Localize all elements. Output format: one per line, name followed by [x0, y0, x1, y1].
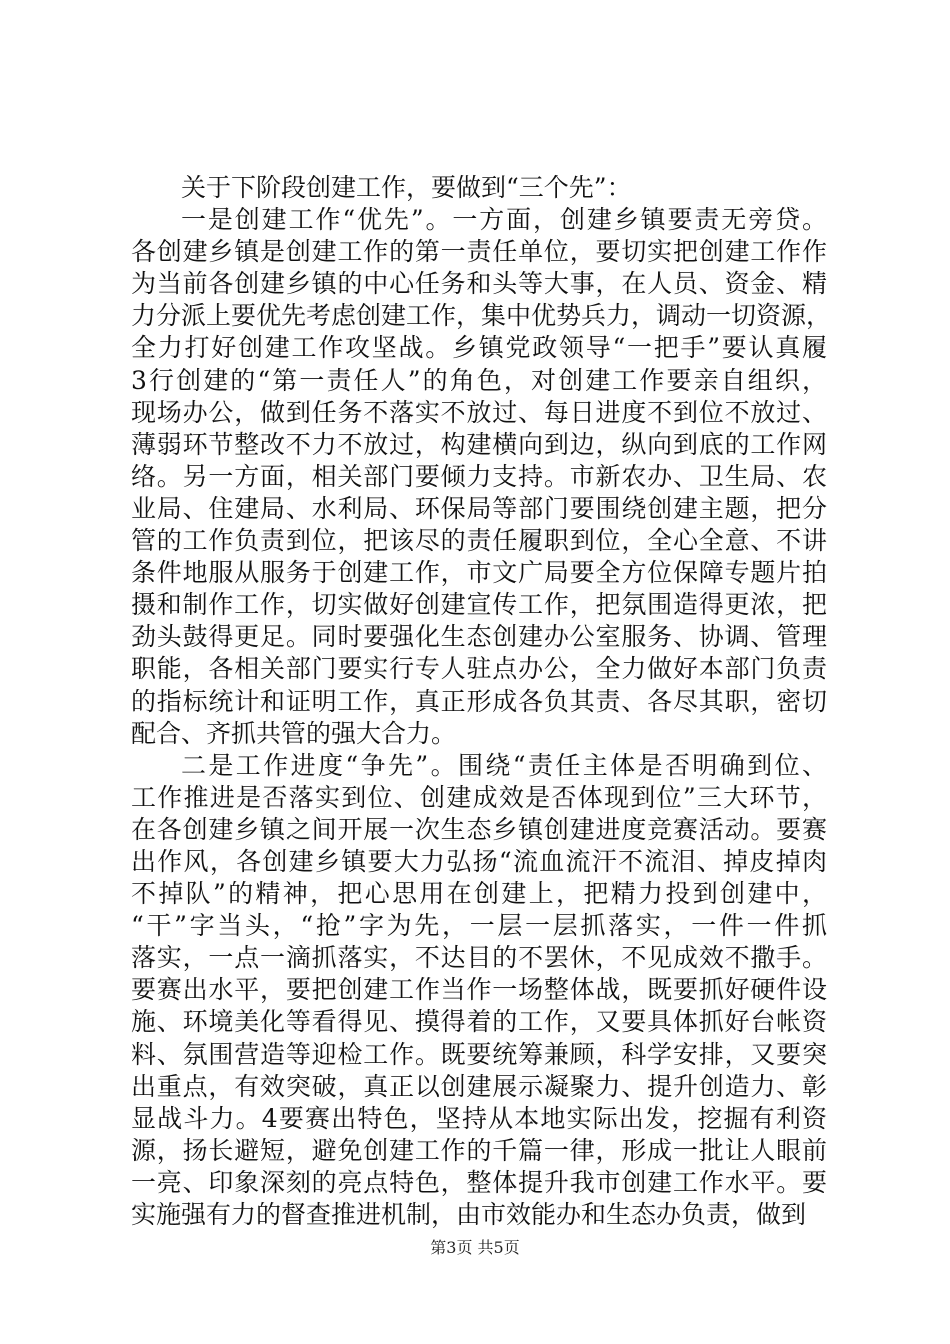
paragraph-2-line: 络。另一方面，相关部门要倾力支持。市新农办、卫生局、农: [131, 461, 827, 491]
paragraph-3-line: 显战斗力。4要赛出特色，坚持从本地实际出发，挖掘有利资: [131, 1103, 827, 1133]
paragraph-3-line: 出重点，有效突破，真正以创建展示凝聚力、提升创造力、彰: [131, 1071, 827, 1101]
paragraph-3-line: 工作推进是否落实到位、创建成效是否体现到位”三大环节，: [131, 782, 827, 812]
paragraph-2-line: 全力打好创建工作攻坚战。乡镇党政领导“一把手”要认真履: [131, 333, 827, 363]
paragraph-2-line: 现场办公，做到任务不落实不放过、每日进度不到位不放过、: [131, 397, 827, 427]
paragraph-2-line: 力分派上要优先考虑创建工作，集中优势兵力，调动一切资源，: [131, 301, 832, 331]
paragraph-2-line: 摄和制作工作，切实做好创建宣传工作，把氛围造得更浓，把: [131, 590, 827, 620]
document-body: [131, 172, 832, 1231]
page-footer: 第3页 共5页: [430, 1238, 520, 1257]
paragraph-2-line: 业局、住建局、水利局、环保局等部门要围绕创建主题，把分: [131, 493, 827, 523]
paragraph-1-line: 关于下阶段创建工作，要做到“三个先”：: [181, 173, 632, 202]
paragraph-3-line: 施、环境美化等看得见、摸得着的工作，又要具体抓好台帐资: [131, 1007, 827, 1037]
paragraph-3-line: 二是工作进度“争先”。围绕“责任主体是否明确到位、: [181, 750, 827, 780]
paragraph-2-line: 配合、齐抓共管的强大合力。: [131, 718, 457, 748]
paragraph-2-line: 3行创建的“第一责任人”的角色，对创建工作要亲自组织，: [131, 365, 827, 395]
paragraph-3-line: 实施强有力的督查推进机制，由市效能办和生态办负责，做到: [131, 1200, 807, 1229]
paragraph-3-line: “干”字当头，“抢”字为先，一层一层抓落实，一件一件抓: [131, 911, 827, 941]
paragraph-2-line: 一是创建工作“优先”。一方面，创建乡镇要责无旁贷。: [181, 205, 827, 235]
paragraph-3-line: 在各创建乡镇之间开展一次生态乡镇创建进度竞赛活动。要赛: [131, 814, 827, 844]
paragraph-2-line: 职能，各相关部门要实行专人驻点办公，全力做好本部门负责: [131, 654, 827, 684]
paragraph-3-line: 一亮、印象深刻的亮点特色，整体提升我市创建工作水平。要: [131, 1167, 827, 1197]
paragraph-3-line: 出作风，各创建乡镇要大力弘扬“流血流汗不流泪、掉皮掉肉: [131, 846, 827, 876]
paragraph-2-line: 条件地服从服务于创建工作，市文广局要全方位保障专题片拍: [131, 558, 827, 588]
paragraph-2-line: 劲头鼓得更足。同时要强化生态创建办公室服务、协调、管理: [131, 622, 827, 652]
paragraph-2-line: 各创建乡镇是创建工作的第一责任单位，要切实把创建工作作: [131, 237, 827, 267]
paragraph-3-line: 落实，一点一滴抓落实，不达目的不罢休，不见成效不撒手。: [131, 943, 827, 973]
paragraph-3-line: 料、氛围营造等迎检工作。既要统筹兼顾，科学安排，又要突: [131, 1039, 827, 1069]
paragraph-2-line: 薄弱环节整改不力不放过，构建横向到边，纵向到底的工作网: [131, 429, 827, 459]
paragraph-2-line: 管的工作负责到位，把该尽的责任履职到位，全心全意、不讲: [131, 526, 827, 556]
paragraph-3-line: 不掉队”的精神，把心思用在创建上，把精力投到创建中，: [131, 879, 827, 909]
paragraph-3-line: 要赛出水平，要把创建工作当作一场整体战，既要抓好硬件设: [131, 975, 827, 1005]
paragraph-3-line: 源，扬长避短，避免创建工作的千篇一律，形成一批让人眼前: [131, 1135, 827, 1165]
paragraph-2-line: 为当前各创建乡镇的中心任务和头等大事，在人员、资金、精: [131, 269, 827, 299]
paragraph-2-line: 的指标统计和证明工作，真正形成各负其责、各尽其职，密切: [131, 686, 827, 716]
